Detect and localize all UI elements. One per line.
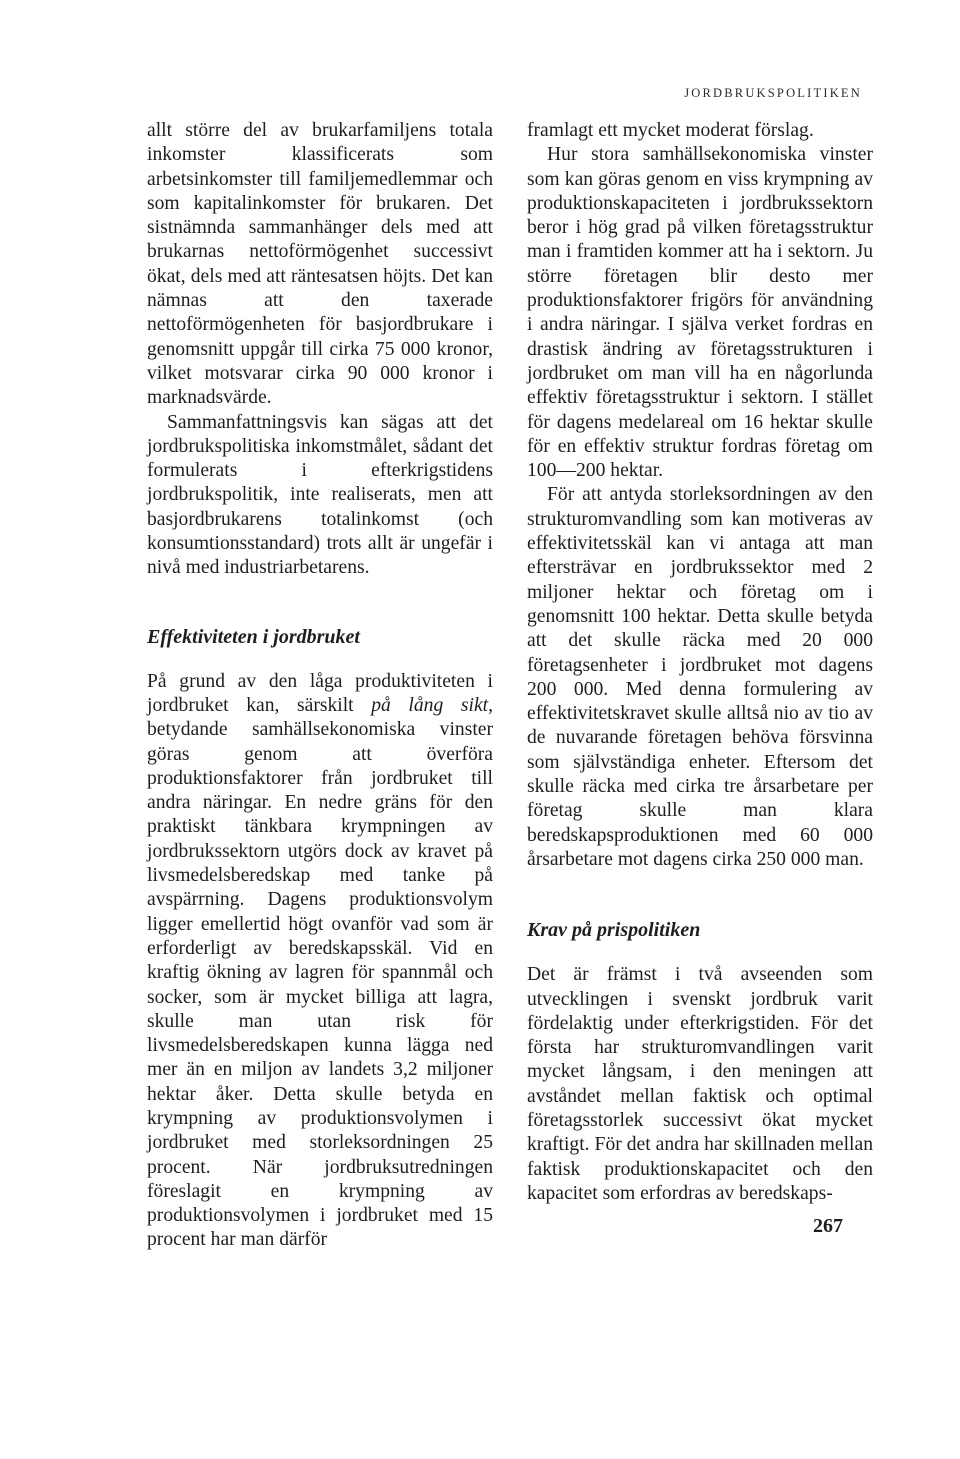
page-number: 267 <box>813 1215 843 1237</box>
section-heading-krav: Krav på prispolitiken <box>527 919 701 942</box>
left-column <box>147 119 493 1253</box>
left-paragraph-1: allt större del av brukarfamiljens totala inkomster klassificerats som arbetsinkomster till familjemedlemmar och som kapitalinkomster för brukaren. Det sistnämnda sammanhänger dels med att brukarnas nettoförmögenhet successivt ökat, dels med att räntesatsen höjts. Det kan nämnas att den taxerade nettoförmögenheten för basjordbrukare i genomsnitt uppgår till cirka 75 000 kronor, vilket motsvarar cirka 90 000 kronor i marknadsvärde. <box>147 120 493 409</box>
left-paragraph-3-rest: , betydande samhällsekonomiska vinster göras genom att överföra produktionsfaktorer från jordbruket till andra näringar. En nedre gräns för den praktiskt tänkbara krympningen av jordbrukssektorn utgörs dock av kravet på livsmedelsberedskap med tanke på avspärrning. Dagens produktionsvolym ligger emellertid högt ovanför vad som är erforderligt av beredskapsskäl. Vid en kraftig ökning av lagren för spannmål och socker, som är mycket billiga att lagra, skulle man utan risk för livsmedelsberedskapen kunna lägga ned mer än en miljon av landets 3,2 miljoner hektar åker. Detta skulle betyda en krympning av produktionsvolymen i jordbruket med storleksordningen 25 procent. När jordbruksutredningen föreslagit en krympning av produktionsvolymen i jordbruket med 15 procent har man därför <box>147 694 493 1251</box>
right-paragraph-4: Det är främst i två avseenden som utvecklingen i svenskt jordbruk varit fördelaktig under efterkrigstiden. För det första har strukturomvandlingen varit mycket långsam, i den meningen att avståndet mellan faktisk och optimal företagsstorlek successivt ökat mycket kraftigt. För det andra har skillnaden mellan faktisk produktionskapacitet och den kapacitet som erfordras av beredskaps- <box>527 964 873 1204</box>
left-paragraph-3 <box>147 670 493 1253</box>
running-head: JORDBRUKSPOLITIKEN <box>684 86 862 100</box>
section-heading-effektiviteten: Effektiviteten i jordbruket <box>147 625 360 648</box>
left-paragraph-2: Sammanfattningsvis kan sägas att det jordbrukspolitiska inkomstmålet, sådant det formulerats i efterkrigstidens jordbrukspolitik, inte realiserats, men att basjordbrukarens totalinkomst (och konsumtionsstandard) trots allt är ungefär i nivå med industriarbetarens. <box>147 411 493 579</box>
left-paragraph-3-emphasis: på lång sikt <box>371 694 489 716</box>
right-column <box>527 119 873 1206</box>
right-paragraph-3: För att antyda storleksordningen av den strukturomvandling som kan motiveras av effektivitetsskäl kan vi antaga att man eftersträvar en jordbrukssektor med 2 miljoner hektar och företag om i genomsnitt 100 hektar. Detta skulle betyda att det skulle räcka med 20 000 företagsenheter i jordbruket mot dagens 200 000. Med denna formulering av effektivitetskravet skulle alltså nio av tio av de nuvarande företagen behöva försvinna som självständiga enheter. Eftersom det skulle räcka med cirka tre årsarbetare per företag skulle man klara beredskapsproduktionen med 60 000 årsarbetare mot dagens cirka 250 000 man. <box>527 484 873 870</box>
right-paragraph-1: framlagt ett mycket moderat förslag. <box>527 120 814 141</box>
left-paragraph-3-start: På grund av den låga produktiviteten i jordbruket kan, särskilt <box>147 670 493 716</box>
right-paragraph-2: Hur stora samhällsekonomiska vinster som kan göras genom en viss krympning av produktionskapaciteten i jordbrukssektorn beror i hög grad på vilken företagsstruktur man i framtiden kommer att ha i sektorn. Ju större företagen blir desto mer produktionsfaktorer frigörs för användning i andra näringar. I själva verket fordras en drastisk ändring av företagsstrukturen i jordbruket om man vill ha en någorlunda effektiv företagsstruktur i sektorn. I stället för dagens medelareal om 16 hektar skulle för en effektiv struktur fordras företag om 100—200 hektar. <box>527 144 873 482</box>
